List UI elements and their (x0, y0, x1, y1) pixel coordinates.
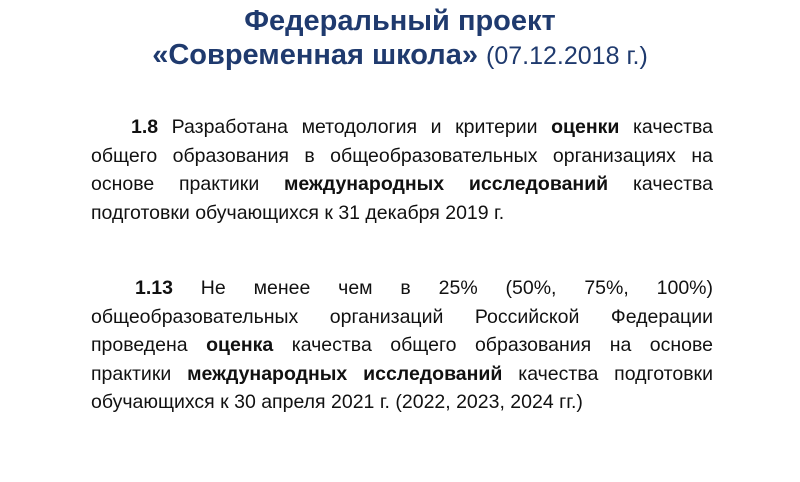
item-text: качества подготовки обучающихся к 31 декабря 2019 г. (91, 173, 713, 224)
item-emphasis: международных исследований (283, 173, 609, 195)
slide-title (0, 4, 800, 38)
item-text: Не менее чем в 25% (50%, 75%, 100%) общеобразовательных организаций Российской Федерации проведена (91, 277, 713, 356)
paragraph-item-1-13 (91, 274, 713, 417)
item-emphasis: оценки (551, 116, 620, 138)
paragraph-item-1-8 (91, 113, 713, 227)
item-text: качества общего образования в общеобразовательных организациях на основе практики (91, 116, 714, 195)
item-text: качества подготовки обучающихся к 30 апреля 2021 г. (2022, 2023, 2024 гг.) (91, 362, 713, 413)
project-date: (07.12.2018 г.) (486, 42, 648, 70)
item-emphasis: международных исследований (187, 362, 503, 385)
item-number: 1.13 (135, 277, 173, 299)
slide-subtitle (0, 38, 800, 73)
item-number: 1.8 (131, 116, 159, 138)
item-emphasis: оценка (206, 334, 274, 356)
item-text: Разработана методология и критерии (158, 116, 552, 138)
project-name: «Современная школа» (152, 39, 478, 71)
item-text: качества общего образования на основе практики (91, 334, 713, 385)
title-line-1: Федеральный проект (244, 5, 556, 37)
